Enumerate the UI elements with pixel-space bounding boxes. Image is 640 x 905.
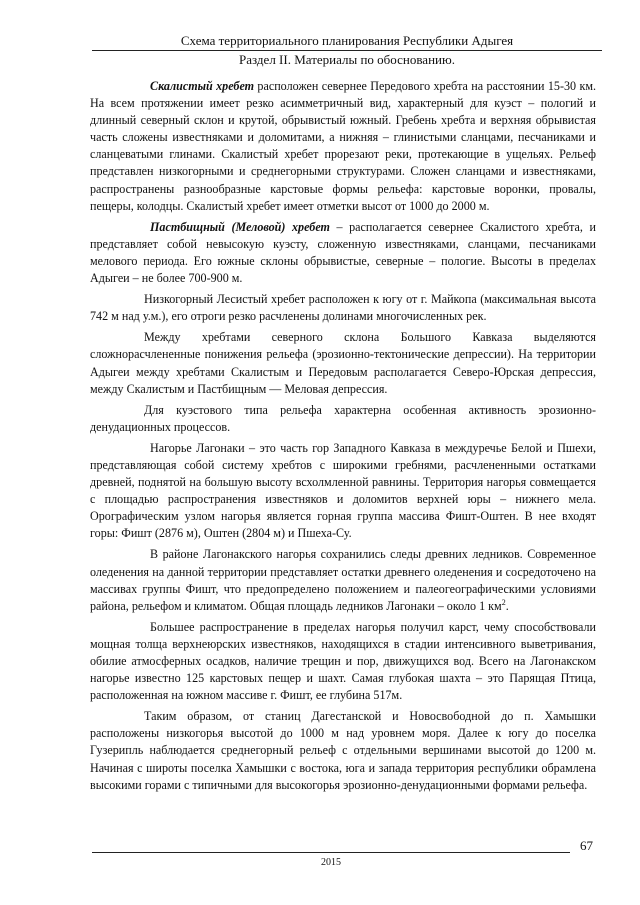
page-header bbox=[92, 32, 602, 68]
paragraph-text: расположен севернее Передового хребта на расстоянии 15-30 км. На всем протяжении имеет резко асимметричный вид, характерный для куэст – пологий и длинный северный склон и крутой, обрывистый южный. Гребень хребта и верхняя обрывистая часть сложены известняками и доломитами, а нижняя – глинистыми сланцами, песчаниками и сланцеватыми глинами. Скалистый хребет прорезают реки, протекающие в ущельях. Рельеф представлен низкогорными и среднегорными структурами. Сложен сланцами и известняками, распространены разнообразные карстовые формы рельефа: карстовые воронки, провалы, пещеры, колодцы. Скалистый хребет имеет отметки высот от 1000 до 2000 м. bbox=[90, 79, 596, 213]
paragraph-summary: Таким образом, от станиц Дагестанской и Новосвободной до п. Хамышки расположены низкогорья высотой до 1000 м над уровнем моря. Далее к югу до поселка Гузерипль наблюдается среднегорный рельеф с отдельными вершинами высотой до 1200 м. Начиная с широты поселка Хамышки с востока, юга и запада территория республики обрамлена высокими горами с типичными для высокогорья эрозионно-денудационными формами рельефа. bbox=[90, 709, 596, 792]
term-pastbishny: Пастбищный (Меловой) хребет bbox=[150, 219, 330, 234]
superscript: 2 bbox=[501, 597, 506, 607]
term-skalisty: Скалистый хребет bbox=[150, 79, 255, 93]
paragraph-karst: Большее распространение в пределах нагорья получил карст, чему способствовали мощная толща верхнеюрских известняков, находящихся в стадии интенсивного выветривания, обилие атмосферных осадков, наличие трещин и пор, движущихся вод. Всего на Лагонакском нагорье известно 125 карстовых пещер и шахт. Самая глубокая шахта – это Парящая Птица, расположенная на южном массиве г. Фишт, ее глубина 517м. bbox=[90, 619, 596, 703]
paragraph-cuesta: Для куэстового типа рельефа характерна особенная активность эрозионно-денудационных процессов. bbox=[90, 402, 596, 434]
paragraph-text: В районе Лагонакского нагорья сохранились следы древних ледников. Современное оледенения на данной территории представляет остатки древнего оледенения и сосредоточено на массивах группы Фишт, что предопределено положением и палеогеографическими условиями района, рельефом и климатом. Общая площадь ледников Лагонаки – около 1 км bbox=[90, 547, 596, 613]
paragraph-glaciers bbox=[90, 546, 596, 614]
paragraph-skalisty bbox=[90, 78, 596, 215]
footer-divider bbox=[92, 852, 570, 853]
paragraph-pastbishny bbox=[90, 219, 596, 287]
section-title: Раздел II. Материалы по обоснованию. bbox=[239, 52, 455, 67]
paragraph-end: . bbox=[505, 598, 509, 613]
paragraph-lesisty: Низкогорный Лесистый хребет расположен к югу от г. Майкопа (максимальная высота 742 м над у.м.), его отроги резко расчленены долинами многочисленных рек. bbox=[90, 292, 596, 324]
paragraph-text: – располагается севернее Скалистого хребта, и представляет собой невысокую куэсту, сложенную известняками, сланцами, песчаниками мелового периода. Его южные склоны обрывистые, северные – пологие. Высоты в пределах Адыгеи – не более 700-900 м. bbox=[90, 219, 596, 286]
page-number: 67 bbox=[580, 838, 593, 853]
header-divider bbox=[92, 50, 602, 51]
body-text bbox=[90, 78, 596, 798]
document-title: Схема территориального планирования Республики Адыгея bbox=[180, 33, 514, 48]
paragraph-depressions: Между хребтами северного склона Большого Кавказа выделяются сложнорасчлененные понижения рельефа (эрозионно-тектонические депрессии). На территории Адыгеи между хребтами Скалистым и Передовым располагается Северо-Юрская депрессия, между Скалистым и Пастбищным — Меловая депрессия. bbox=[90, 330, 596, 396]
paragraph-lagonaki: Нагорье Лагонаки – это часть гор Западного Кавказа в междуречье Белой и Пшехи, представляющая собой систему хребтов с широкими гребнями, расчлененными остатками древней, поднятой на большую высоту всхолмленной равнины. Территория нагорья совмещается с площадью распространения известняков и доломитов верхней юры – нижнего мела. Орографическим узлом нагорья является горная группа массива Фишт-Оштен. В нее входят горы: Фишт (2876 м), Оштен (2804 м) и Пшеха-Су. bbox=[90, 440, 596, 541]
footer-year: 2015 bbox=[321, 857, 341, 868]
